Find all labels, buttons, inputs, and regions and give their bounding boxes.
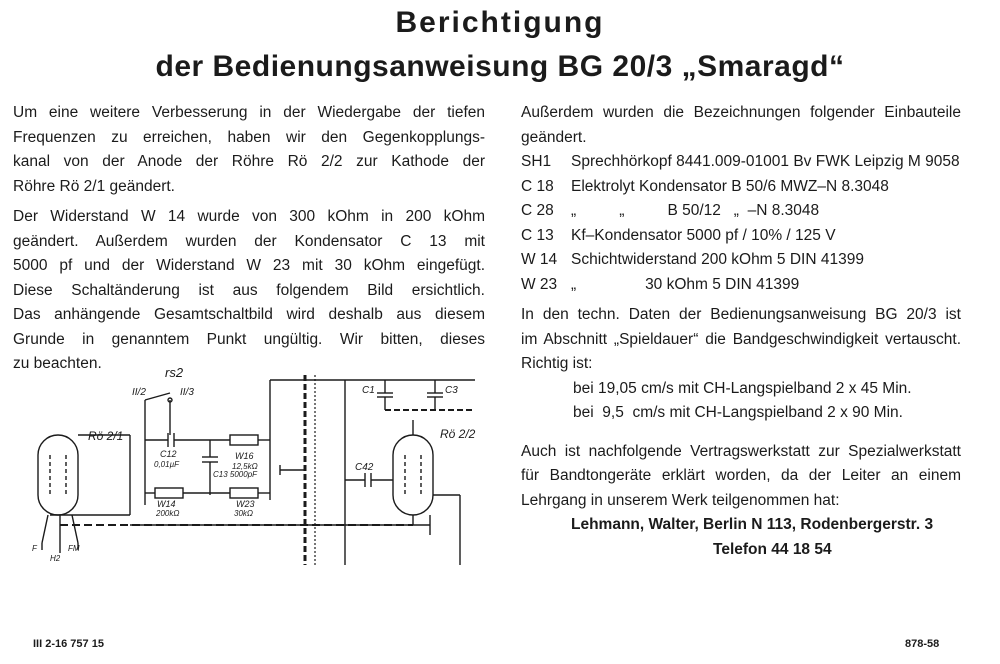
title-line-1: Berichtigung	[395, 6, 605, 39]
text-line: Außerdem wurden die Bezeichnungen folgender Einbauteile	[521, 104, 961, 121]
w23-value: 30kΩ	[234, 509, 253, 518]
workshop-address: Lehmann, Walter, Berlin N 113, Rodenbergerstr. 3	[571, 516, 934, 533]
parts-row	[521, 199, 960, 224]
text-line: Grunde in genanntem Punkt ungültig. Wir bitten, dieses	[13, 330, 485, 348]
tube-2-label: Rö 2/2	[440, 427, 476, 441]
part-desc: Sprechhörkopf 8441.009-01001 Bv FWK Leipzig M 9058	[571, 153, 960, 170]
part-code: C 28	[521, 202, 554, 219]
workshop-phone: Telefon 44 18 54	[713, 540, 832, 558]
text-line: Das anhängende Gesamtschaltbild wird deshalb aus diesem	[13, 306, 485, 323]
text-line: In den techn. Daten der Bedienungsanweisung BG 20/3 ist	[521, 306, 961, 323]
part-desc: „ 30 kOhm 5 DIN 41399	[571, 275, 800, 293]
tube-2-symbol	[393, 435, 433, 515]
circuit-schematic	[20, 365, 490, 570]
text-line: kanal von der Anode der Röhre Rö 2/2 zur Kathode der	[13, 153, 485, 170]
text-line: Diese Schaltänderung ist aus folgendem Bild ersichtlich.	[13, 281, 485, 299]
paragraph-1	[13, 101, 485, 199]
w14-label: W14	[157, 499, 176, 509]
w23-label: W23	[236, 499, 255, 509]
speed-line: bei 9,5 cm/s mit CH-Langspielband 2 x 90 Min.	[573, 404, 903, 421]
parts-row	[521, 150, 960, 175]
title-line-2: der Bedienungsanweisung BG 20/3 „Smaragd“	[155, 50, 845, 83]
c12-label: C12	[160, 449, 177, 459]
footer-code-right: 878-58	[905, 638, 940, 650]
parts-row	[521, 175, 960, 200]
part-code: C 18	[521, 177, 554, 195]
part-desc: „ „ B 50/12 „ –N 8.3048	[571, 202, 820, 219]
text-line: Auch ist nachfolgende Vertragswerkstatt zur Spezialwerkstatt	[521, 442, 961, 460]
text-line: zu beachten.	[13, 355, 102, 372]
part-code: W 14	[521, 251, 558, 268]
c12-value: 0,01µF	[154, 460, 180, 469]
footer-code-left: III 2-16 757 15	[33, 638, 104, 650]
part-desc: Kf–Kondensator 5000 pf / 10% / 125 V	[571, 226, 836, 244]
text-line: Um eine weitere Verbesserung in der Wiedergabe der tiefen	[13, 104, 485, 121]
parts-row	[521, 248, 960, 273]
w14-value: 200kΩ	[156, 509, 180, 518]
c1-label: C1	[362, 385, 375, 396]
text-line: im Abschnitt „Spieldauer“ die Bandgeschwindigkeit vertauscht.	[521, 330, 961, 348]
text-line: Röhre Rö 2/1 geändert.	[13, 177, 175, 195]
left-column	[13, 101, 485, 377]
text-line: Frequenzen zu erreichen, haben wir den Gegenkopplungs-	[13, 128, 485, 146]
parts-row	[521, 273, 960, 298]
parts-table	[521, 150, 960, 297]
paragraph-tech	[521, 303, 961, 377]
speed-line: bei 19,05 cm/s mit CH-Langspielband 2 x 45 Min.	[573, 379, 912, 397]
h2-label: H2	[50, 554, 61, 563]
parts-row	[521, 224, 960, 249]
text-line: 5000 pf und der Widerstand W 23 mit 30 kOhm eingefügt.	[13, 257, 485, 274]
right-column	[521, 101, 961, 562]
part-desc: Schichtwiderstand 200 kOhm 5 DIN 41399	[571, 251, 864, 268]
part-code: W 23	[521, 275, 558, 293]
part-desc: Elektrolyt Kondensator B 50/6 MWZ–N 8.3048	[571, 177, 889, 195]
switch-label: rs2	[165, 365, 184, 380]
w16-value: 12,5kΩ	[232, 462, 258, 471]
text-line: Der Widerstand W 14 wurde von 300 kOhm in 200 kOhm	[13, 208, 485, 225]
text-line: Richtig ist:	[521, 355, 593, 372]
fm-label: FM	[68, 544, 80, 553]
part-code: SH1	[521, 153, 552, 170]
paragraph-workshop	[521, 440, 961, 514]
w16-label: W16	[235, 451, 254, 461]
paragraph-2	[13, 205, 485, 377]
tube-1-symbol	[38, 435, 78, 515]
tube-1-label: Rö 2/1	[88, 429, 124, 443]
f-label: F	[32, 544, 37, 553]
part-code: C 13	[521, 226, 554, 244]
switch-pos2-label: II/3	[180, 387, 194, 398]
text-line: geändert. Außerdem wurden der Kondensator C 13 mit	[13, 232, 485, 250]
c3-label: C3	[445, 385, 458, 396]
switch-pos1-label: II/2	[132, 387, 146, 398]
text-line: Lehrgang in unserem Werk teilgenommen hat:	[521, 491, 840, 509]
c13-label: C13 5000pF	[213, 470, 258, 479]
text-line: geändert.	[521, 128, 587, 146]
text-line: für Bandtongeräte erklärt worden, da der Leiter an einem	[521, 467, 961, 484]
c42-label: C42	[355, 462, 374, 473]
